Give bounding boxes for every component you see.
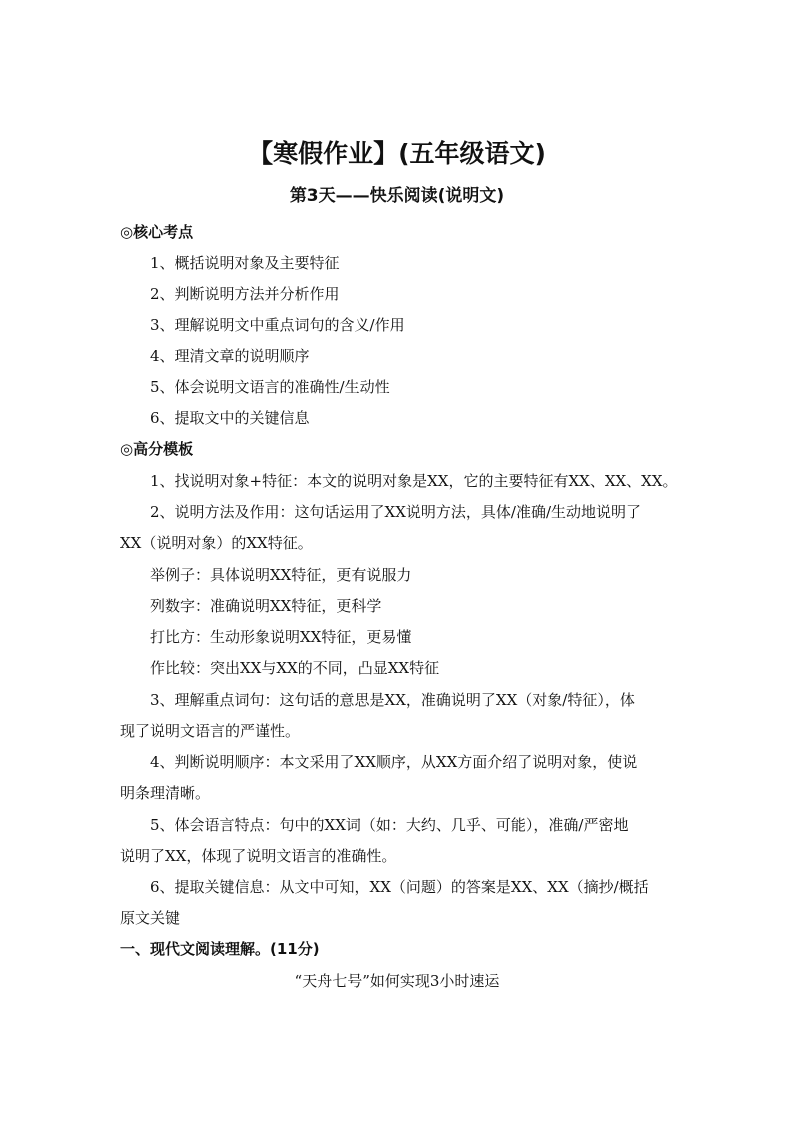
method-example: 举例子：具体说明XX特征，更有说服力: [150, 566, 412, 584]
template-paragraph-6-line-1: 6、提取关键信息：从文中可知，XX（问题）的答案是XX、XX（摘抄/概括: [150, 878, 649, 896]
page-title: 【寒假作业】(五年级语文): [248, 139, 546, 168]
reading-section-heading: 一、现代文阅读理解。(11分): [120, 940, 320, 958]
template-paragraph-2-line-2: XX（说明对象）的XX特征。: [120, 534, 313, 552]
core-point-1: 1、概括说明对象及主要特征: [150, 254, 340, 272]
template-paragraph-5-line-1: 5、体会语言特点：句中的XX词（如：大约、几乎、可能），准确/严密地: [150, 816, 629, 834]
core-point-4: 4、理清文章的说明顺序: [150, 347, 310, 365]
core-point-2: 2、判断说明方法并分析作用: [150, 285, 340, 303]
template-paragraph-4-line-1: 4、判断说明顺序：本文采用了XX顺序，从XX方面介绍了说明对象，使说: [150, 753, 638, 771]
template-paragraph-6-line-2: 原文关键: [120, 909, 181, 927]
template-paragraph-5-line-2: 说明了XX，体现了说明文语言的准确性。: [120, 847, 397, 865]
method-metaphor: 打比方：生动形象说明XX特征，更易懂: [150, 628, 412, 646]
core-point-3: 3、理解说明文中重点词句的含义/作用: [150, 316, 405, 334]
core-point-6: 6、提取文中的关键信息: [150, 409, 310, 427]
template-paragraph-2-line-1: 2、说明方法及作用：这句话运用了XX说明方法，具体/准确/生动地说明了: [150, 503, 642, 521]
template-heading: ◎高分模板: [120, 440, 194, 458]
core-point-5: 5、体会说明文语言的准确性/生动性: [150, 378, 390, 396]
article-title: “天舟七号”如何实现3小时速运: [294, 972, 500, 990]
template-paragraph-4-line-2: 明条理清晰。: [120, 784, 211, 802]
template-paragraph-3-line-1: 3、理解重点词句：这句话的意思是XX，准确说明了XX（对象/特征），体: [150, 691, 635, 709]
method-comparison: 作比较：突出XX与XX的不同，凸显XX特征: [150, 659, 440, 677]
template-paragraph-1: 1、找说明对象+特征：本文的说明对象是XX，它的主要特征有XX、XX、XX。: [150, 472, 678, 490]
page-subtitle: 第3天——快乐阅读(说明文): [289, 186, 505, 206]
method-numbers: 列数字：准确说明XX特征，更科学: [150, 597, 382, 615]
core-points-heading: ◎核心考点: [120, 223, 194, 241]
template-paragraph-3-line-2: 现了说明文语言的严谨性。: [120, 722, 301, 740]
